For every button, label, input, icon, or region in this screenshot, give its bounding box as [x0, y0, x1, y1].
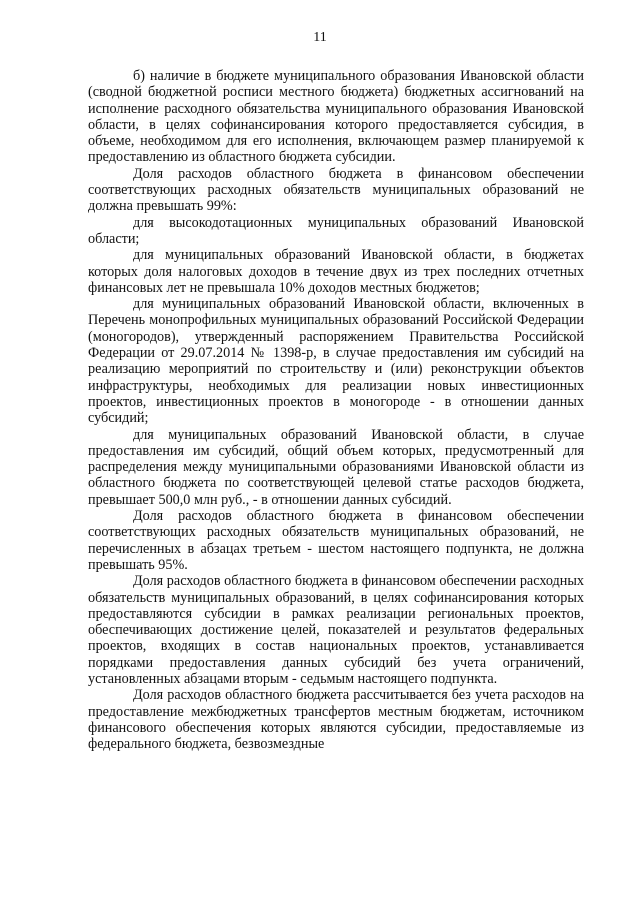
page-number: 11 [313, 30, 327, 45]
document-body [88, 68, 584, 752]
paragraph: для муниципальных образований Ивановской области, включенных в Перечень монопрофильных муниципальных образований Российской Федерации (моногородов), утвержденный распоряжением Правительства Российской Федерации от 29.07.2014 № 1398-р, в случае предоставления им субсидий на реализацию мероприятий по строительству и (или) реконструкции объектов инфраструктуры, необходимых для реализации новых инвестиционных проектов, инвестиционных проектов в моногороде - в отношении данных субсидий; [88, 296, 584, 427]
paragraph: для муниципальных образований Ивановской области, в случае предоставления им субсидий, общий объем которых, предусмотренный для распределения между муниципальными образованиями Ивановской области из областного бюджета по соответствующей целевой статье расходов бюджета, превышает 500,0 млн руб., - в отношении данных субсидий. [88, 426, 584, 508]
paragraph: б) наличие в бюджете муниципального образования Ивановской области (сводной бюджетной росписи местного бюджета) бюджетных ассигнований на исполнение расходного обязательства муниципального образования Ивановской области, в целях софинансирования которого предоставляется субсидия, в объеме, необходимом для его исполнения, включающем размер планируемой к предоставлению из областного бюджета субсидии. [88, 68, 584, 166]
paragraph: для высокодотационных муниципальных образований Ивановской области; [88, 214, 584, 247]
paragraph: для муниципальных образований Ивановской области, в бюджетах которых доля налоговых доходов в течение двух из трех последних отчетных финансовых лет не превышала 10% доходов местных бюджетов; [88, 247, 584, 296]
paragraph: Доля расходов областного бюджета в финансовом обеспечении соответствующих расходных обязательств муниципальных образований, не перечисленных в абзацах третьем - шестом настоящего подпункта, не должна превышать 95%. [88, 508, 584, 573]
paragraph: Доля расходов областного бюджета рассчитывается без учета расходов на предоставление межбюджетных трансфертов местным бюджетам, источником финансового обеспечения которых являются субсидии, предоставляемые из федерального бюджета, безвозмездные [88, 687, 584, 753]
paragraph: Доля расходов областного бюджета в финансовом обеспечении расходных обязательств муниципальных образований, в целях софинансирования которых предоставляются субсидии в рамках реализации региональных проектов, обеспечивающих достижение целей, показателей и результатов федеральных проектов, входящих в состав национальных проектов, устанавливается порядками предоставления данных субсидий без учета ограничений, установленных абзацами вторым - седьмым настоящего подпункта. [88, 573, 584, 687]
paragraph: Доля расходов областного бюджета в финансовом обеспечении соответствующих расходных обязательств муниципальных образований не должна превышать 99%: [88, 165, 584, 215]
